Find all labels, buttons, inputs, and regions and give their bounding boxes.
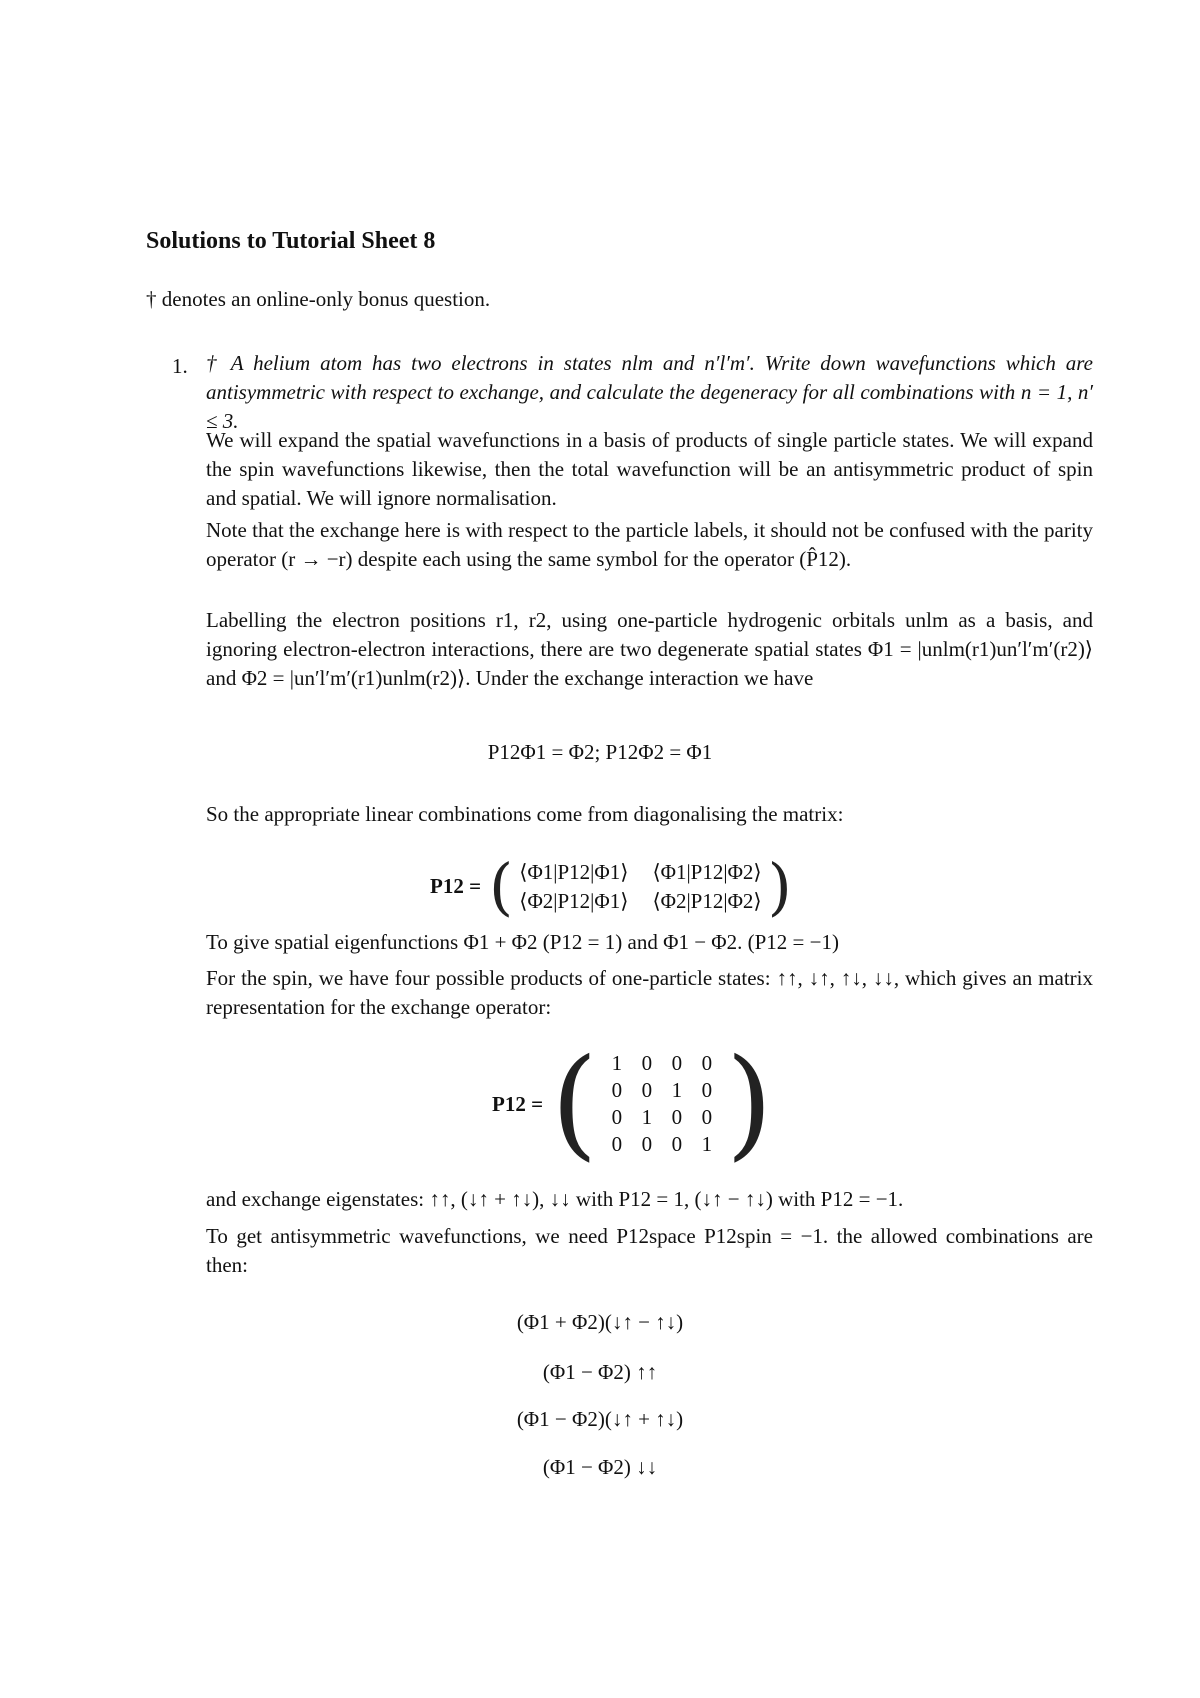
matrix-spatial [430,850,792,923]
matrix-cell: 1 [611,1051,623,1075]
matrix-cell: 1 [641,1105,653,1129]
paragraph-exchange-note: Note that the exchange here is with respect to the particle labels, it should not be confused with the parity operator (r → −r) despite each using the same symbol for the operator (P̂12). [206,518,1093,571]
matrix-cell: 0 [611,1078,623,1102]
matrix-cell: 0 [671,1051,683,1075]
equation-exchange: P12Φ1 = Φ2; P12Φ2 = Φ1 [487,740,713,764]
right-paren: ) [767,850,792,923]
matrix-cell: 1 [701,1132,713,1156]
combination-1: (Φ1 + Φ2)(↓↑ − ↑↓) [516,1310,684,1334]
page-title: Solutions to Tutorial Sheet 8 [146,228,436,254]
matrix-spatial-label: P12 = [430,874,482,898]
bonus-note: † denotes an online-only bonus question. [146,287,491,311]
combination-3: (Φ1 − Φ2)(↓↑ + ↑↓) [516,1407,684,1431]
paragraph-antisymmetric: To get antisymmetric wavefunctions, we need P12space P12spin = −1. the allowed combinations are then: [206,1224,1093,1277]
matrix-cell: 0 [641,1132,653,1156]
paragraph-spatial-eigen: To give spatial eigenfunctions Φ1 + Φ2 (P12 = 1) and Φ1 − Φ2. (P12 = −1) [206,930,839,954]
matrix-cell: 0 [701,1051,713,1075]
combination-2: (Φ1 − Φ2) ↑↑ [542,1360,658,1384]
paragraph-diagonalise: So the appropriate linear combinations come from diagonalising the matrix: [206,802,844,826]
matrix-cell: 0 [671,1105,683,1129]
left-paren: ( [489,850,514,923]
matrix-cell: 0 [611,1132,623,1156]
paragraph-spin-eigen: and exchange eigenstates: ↑↑, (↓↑ + ↑↓), ↓↓ with P12 = 1, (↓↑ − ↑↓) with P12 = −1. [206,1187,904,1211]
paragraph-spin: For the spin, we have four possible products of one-particle states: ↑↑, ↓↑, ↑↓, ↓↓, which gives an matrix representation for the exchange operator: [206,966,1093,1019]
question-number: 1. [172,354,188,378]
question-text: † A helium atom has two electrons in states nlm and n′l′m′. Write down wavefunctions which are antisymmetric with respect to exchange, and calculate the degeneracy for all combinations with n = 1, n′ ≤ 3. [206,351,1093,433]
matrix-cell: 0 [641,1051,653,1075]
matrix-cell: 1 [671,1078,683,1102]
matrix-cell: 0 [671,1132,683,1156]
matrix-cell: ⟨Φ2|P12|Φ1⟩ [519,888,629,913]
right-paren: ) [725,1034,773,1173]
matrix-cell: 0 [611,1105,623,1129]
matrix-spin-label: P12 = [492,1091,544,1116]
combination-4: (Φ1 − Φ2) ↓↓ [542,1455,658,1479]
paragraph-labelling: Labelling the electron positions r1, r2, using one-particle hydrogenic orbitals unlm as a basis, and ignoring electron-electron interactions, there are two degenerate spatial states Φ1 = |unlm(r1)un′l′m′(r2)⟩ and Φ2 = |un′l′m′(r1)unlm(r2)⟩. Under the exchange interaction we have [206,608,1093,690]
matrix-cell: ⟨Φ1|P12|Φ1⟩ [519,859,629,884]
left-paren: ( [551,1034,598,1173]
matrix-cell: ⟨Φ1|P12|Φ2⟩ [652,859,762,884]
paragraph-basis: We will expand the spatial wavefunctions in a basis of products of single particle states. We will expand the spin wavefunctions likewise, then the total wavefunction will be an antisymmetric product of spin and spatial. We will ignore normalisation. [206,428,1093,510]
matrix-cell: 0 [701,1078,713,1102]
matrix-cell: 0 [641,1078,653,1102]
matrix-cell: 0 [701,1105,713,1129]
matrix-spin [492,1034,773,1173]
matrix-cell: ⟨Φ2|P12|Φ2⟩ [652,888,762,913]
